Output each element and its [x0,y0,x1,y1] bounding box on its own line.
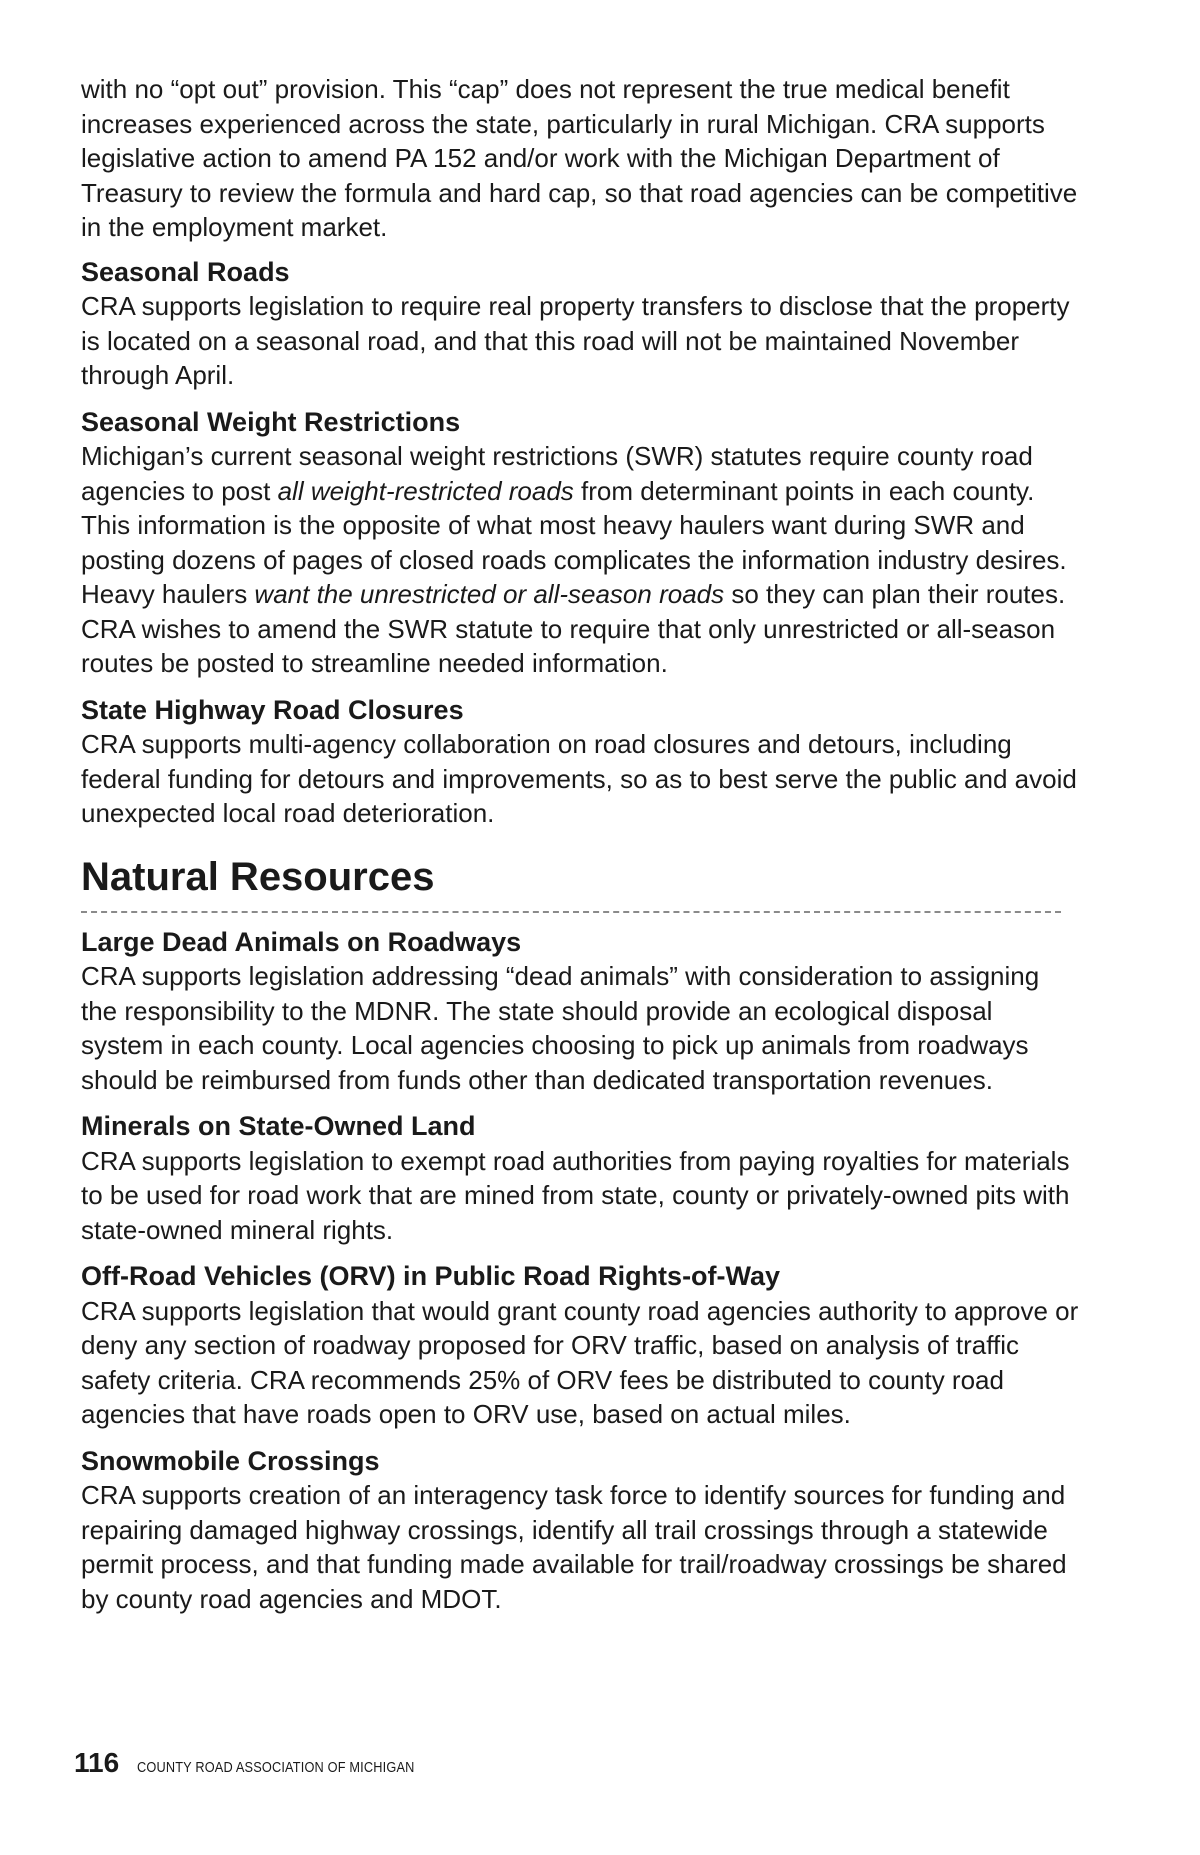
section-state-highway-road-closures [81,693,1081,831]
body-text: so they can plan their routes. CRA wishes to amend the SWR statute to require that only unrestricted or all-season routes be posted to streamline needed information. [81,579,1066,678]
document-page [81,72,1081,1628]
chapter-heading: Natural Resources [81,854,435,899]
section-body: CRA supports legislation addressing “dead animals” with consideration to assigning the responsibility to the MDNR. The state should provide an ecological disposal system in each county. Local agencies choosing to pick up animals from roadways should be reimbursed from funds other than dedicated transportation revenues. [81,961,1040,1095]
section-title: Snowmobile Crossings [81,1445,380,1476]
page-footer [74,1747,464,1779]
section-large-dead-animals [81,925,1081,1098]
page-number: 116 [74,1747,120,1778]
section-seasonal-roads [81,255,1081,393]
section-body: CRA supports legislation that would grant county road agencies authority to approve or deny any section of roadway proposed for ORV traffic, based on analysis of traffic safety criteria. CRA recommends 25% of ORV fees be distributed to county road agencies that have roads open to ORV use, based on actual miles. [81,1295,1079,1429]
section-title: Seasonal Roads [81,256,290,287]
section-body: CRA supports creation of an interagency task force to identify sources for funding and repairing damaged highway crossings, identify all trail crossings through a statewide permit process, and that funding made available for trail/roadway crossings be shared by county road agencies and MDOT. [81,1480,1067,1614]
section-body [81,439,1081,681]
body-text: from determinant points in each county. This information is the opposite of what most heavy haulers want during SWR and posting dozens of pages of closed roads complicates the information industry desires. Heavy haulers [81,475,1067,609]
section-orv-rights-of-way [81,1259,1081,1432]
body-text: Michigan’s current seasonal weight restrictions (SWR) statutes require county road agencies to post [81,441,1033,506]
section-title: State Highway Road Closures [81,694,464,725]
section-body: CRA supports legislation to exempt road authorities from paying royalties for materials to be used for road work that are mined from state, county or privately-owned pits with state-owned mineral rights. [81,1145,1070,1245]
section-snowmobile-crossings [81,1444,1081,1617]
section-title: Large Dead Animals on Roadways [81,926,522,957]
section-body: CRA supports legislation to require real property transfers to disclose that the property is located on a seasonal road, and that this road will not be maintained November through April. [81,291,1070,390]
section-seasonal-weight-restrictions [81,405,1081,681]
section-body: CRA supports multi-agency collaboration on road closures and detours, including federal funding for detours and improvements, so as to best serve the public and avoid unexpected local road deterioration. [81,729,1077,828]
section-title: Off-Road Vehicles (ORV) in Public Road Rights-of-Way [81,1261,781,1291]
section-title: Minerals on State-Owned Land [81,1111,476,1141]
dashed-divider [81,911,1061,913]
intro-paragraph: with no “opt out” provision. This “cap” does not represent the true medical benefit increases experienced across the state, particularly in rural Michigan. CRA supports legislative action to amend PA 152 and/or work with the Michigan Department of Treasury to review the formula and hard cap, so that road agencies can be competitive in the employment market. [81,74,1078,242]
section-title: Seasonal Weight Restrictions [81,406,461,437]
publication-name: COUNTY ROAD ASSOCIATION OF MICHIGAN [137,1759,415,1776]
section-minerals-state-owned-land [81,1109,1081,1247]
body-emphasis: want the unrestricted or all-season roads [254,579,725,609]
body-emphasis: all weight-restricted roads [277,475,574,506]
